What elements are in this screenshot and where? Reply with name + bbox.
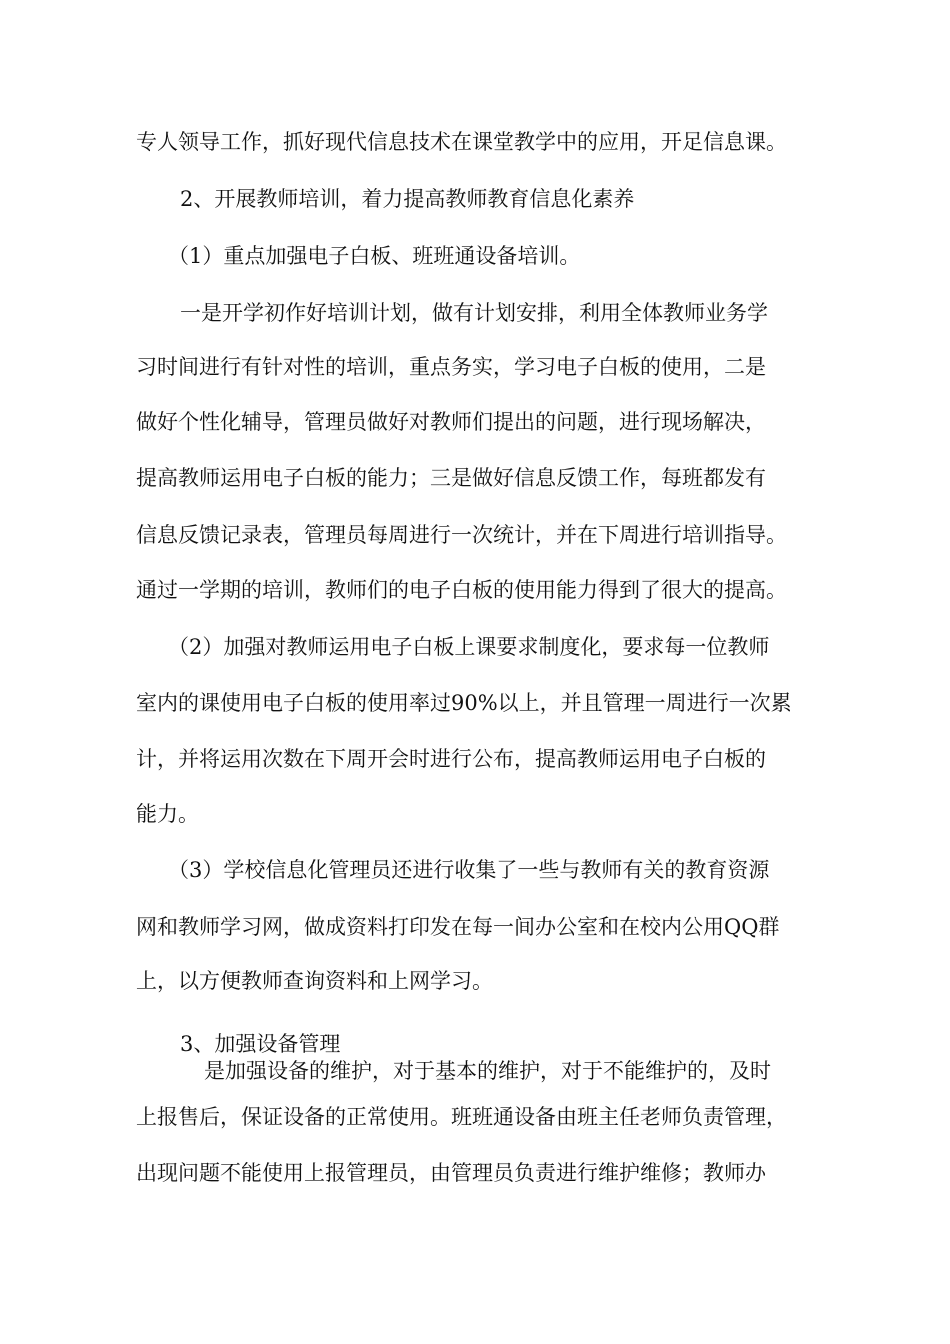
text-line: 室内的课使用电子白板的使用率过90%以上，并且管理一周进行一次累 xyxy=(136,691,792,715)
text-line: 上，以方便教师查询资料和上网学习。 xyxy=(136,969,493,993)
text-line: 专人领导工作，抓好现代信息技术在课堂教学中的应用，开足信息课。 xyxy=(136,130,787,154)
text-line: 是加强设备的维护，对于基本的维护，对于不能维护的，及时 xyxy=(204,1059,771,1083)
text-line: 做好个性化辅导，管理员做好对教师们提出的问题，进行现场解决， xyxy=(136,410,766,434)
text-line: 网和教师学习网，做成资料打印发在每一间办公室和在校内公用QQ群 xyxy=(136,915,780,939)
text-line: 计，并将运用次数在下周开会时进行公布，提高教师运用电子白板的 xyxy=(136,747,766,771)
text-line: （2）加强对教师运用电子白板上课要求制度化，要求每一位教师 xyxy=(168,635,770,659)
text-line: 出现问题不能使用上报管理员，由管理员负责进行维护维修；教师办 xyxy=(136,1161,766,1185)
text-line: 提高教师运用电子白板的能力；三是做好信息反馈工作，每班都发有 xyxy=(136,466,766,490)
text-line: 通过一学期的培训，教师们的电子白板的使用能力得到了很大的提高。 xyxy=(136,578,787,602)
text-line: 信息反馈记录表，管理员每周进行一次统计，并在下周进行培训指导。 xyxy=(136,523,787,547)
section-heading: 3、加强设备管理 xyxy=(180,1032,341,1056)
text-line: （3）学校信息化管理员还进行收集了一些与教师有关的教育资源 xyxy=(168,858,770,882)
subsection-heading: （1）重点加强电子白板、班班通设备培训。 xyxy=(168,244,581,268)
text-line: 习时间进行有针对性的培训，重点务实，学习电子白板的使用，二是 xyxy=(136,355,766,379)
section-heading: 2、开展教师培训，着力提高教师教育信息化素养 xyxy=(180,187,635,211)
text-line: 上报售后，保证设备的正常使用。班班通设备由班主任老师负责管理， xyxy=(136,1105,787,1129)
text-line: 一是开学初作好培训计划，做有计划安排，利用全体教师业务学 xyxy=(180,301,768,325)
text-line: 能力。 xyxy=(136,802,199,826)
